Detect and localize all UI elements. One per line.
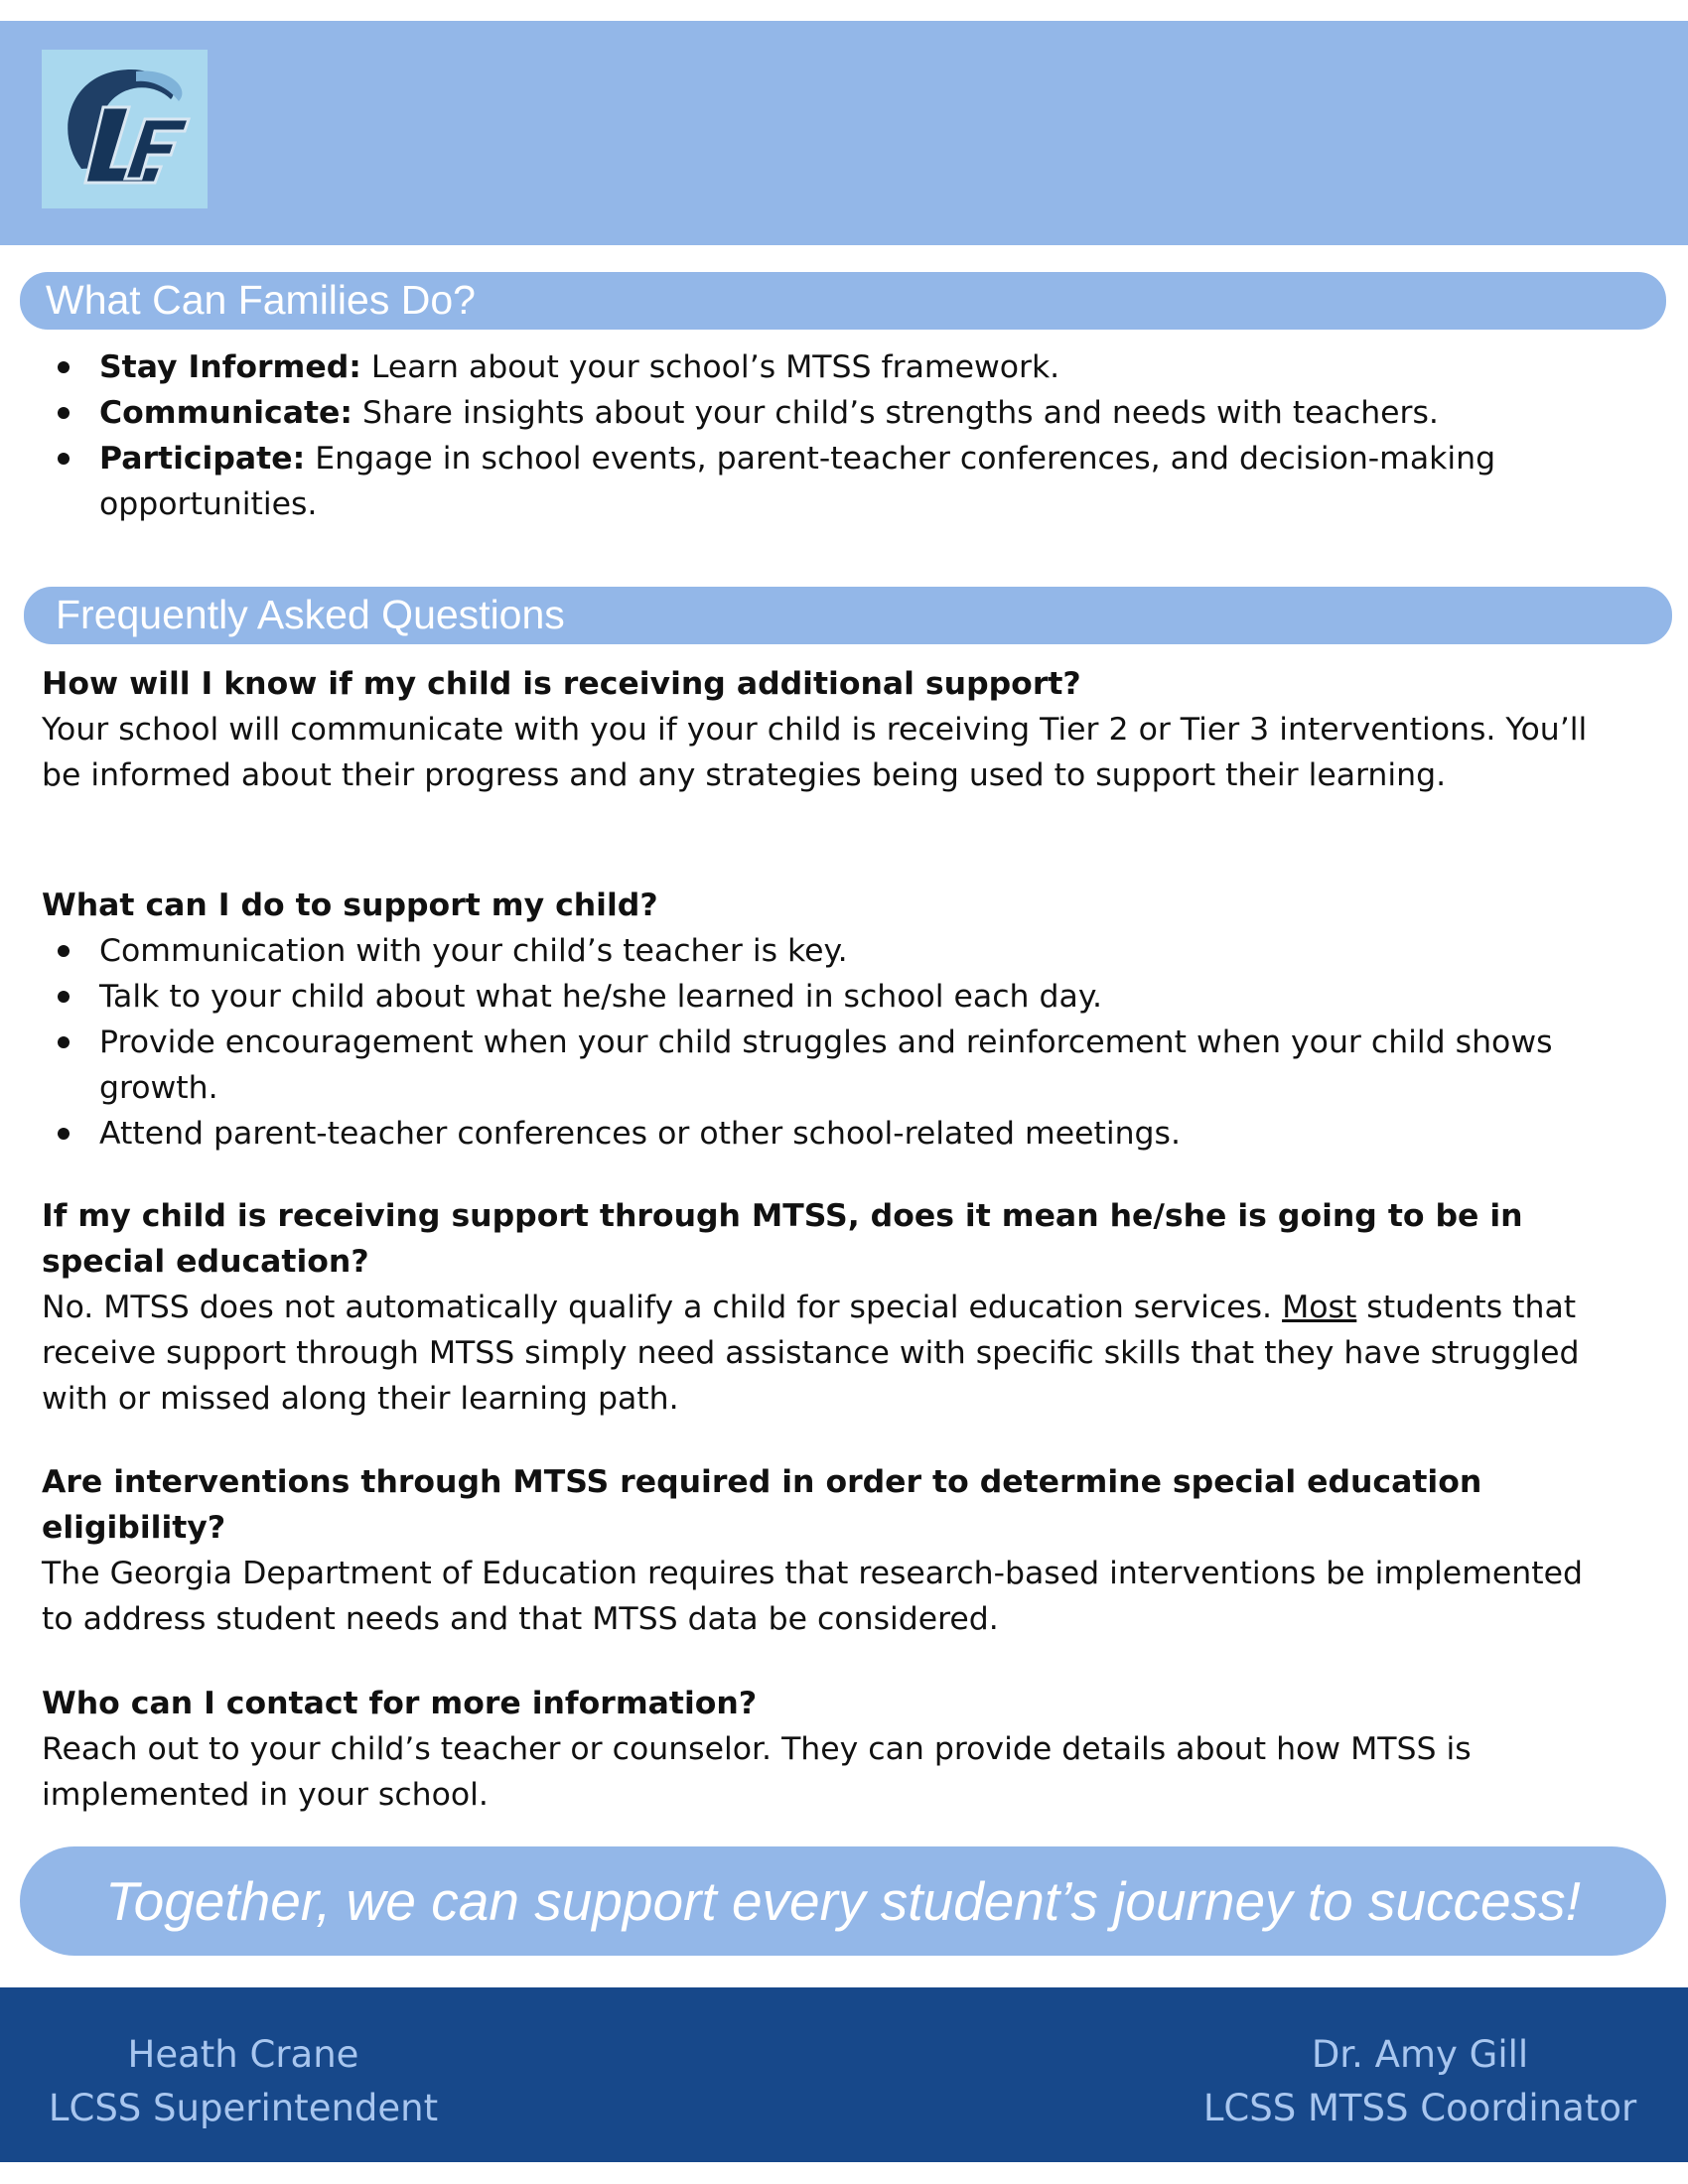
item-term: Participate: [99,441,306,477]
item-text: Share insights about your child’s strengths and needs with teachers. [352,395,1439,431]
faq-question-4: Are interventions through MTSS required in order to determine special education eligibility? [42,1464,1482,1546]
item-text: Learn about your school’s MTSS framework. [360,349,1060,385]
faq-answer-3: No. MTSS does not automatically qualify a child for special education services. Most students that receive support through MTSS simply need assistance with specific skills that they have struggled with or missed along their learning path. [42,1290,1580,1417]
list-item: Attend parent-teacher conferences or other school-related meetings. [0,1111,1589,1157]
slogan-banner: Together, we can support every student’s journey to success! [20,1846,1666,1956]
faq-heading: Frequently Asked Questions [24,587,1672,644]
faq-question-1: How will I know if my child is receiving additional support? [42,666,1081,702]
list-item [0,436,1589,527]
list-item [0,390,1589,436]
faq-answer-4: The Georgia Department of Education requires that research-based interventions be implemented to address student needs and that MTSS data be considered. [42,1556,1583,1637]
list-item: Communication with your child’s teacher is key. [0,928,1589,974]
signature-superintendent [30,2028,457,2135]
families-list [0,344,1589,527]
faq-support-list [0,928,1589,1157]
faq-question-5: Who can I contact for more information? [42,1686,758,1721]
school-logo [42,50,208,208]
signature-title: LCSS MTSS Coordinator [1202,2087,1637,2129]
signature-title: LCSS Superintendent [48,2087,439,2129]
faq-question-3: If my child is receiving support through MTSS, does it mean he/she is going to be in special education? [42,1198,1523,1280]
faq-answer-5: Reach out to your child’s teacher or counselor. They can provide details about how MTSS is implemented in your school. [42,1731,1472,1813]
faq-answer-1: Your school will communicate with you if your child is receiving Tier 2 or Tier 3 interventions. You’ll be informed about their progress and any strategies being used to support their learning. [42,712,1588,793]
list-item: Provide encouragement when your child struggles and reinforcement when your child shows growth. [0,1020,1589,1111]
faq-question-2: What can I do to support my child? [42,887,658,923]
header-band [0,21,1688,245]
item-term: Stay Informed: [99,349,361,385]
list-item: Talk to your child about what he/she learned in school each day. [0,974,1589,1020]
list-item [0,344,1589,390]
families-heading: What Can Families Do? [20,272,1666,330]
signature-coordinator [1187,2028,1653,2135]
signature-name: Dr. Amy Gill [1311,2033,1529,2076]
signature-name: Heath Crane [127,2033,359,2076]
item-term: Communicate: [99,395,352,431]
item-text: Engage in school events, parent-teacher conferences, and decision-making opportunities. [99,441,1496,522]
